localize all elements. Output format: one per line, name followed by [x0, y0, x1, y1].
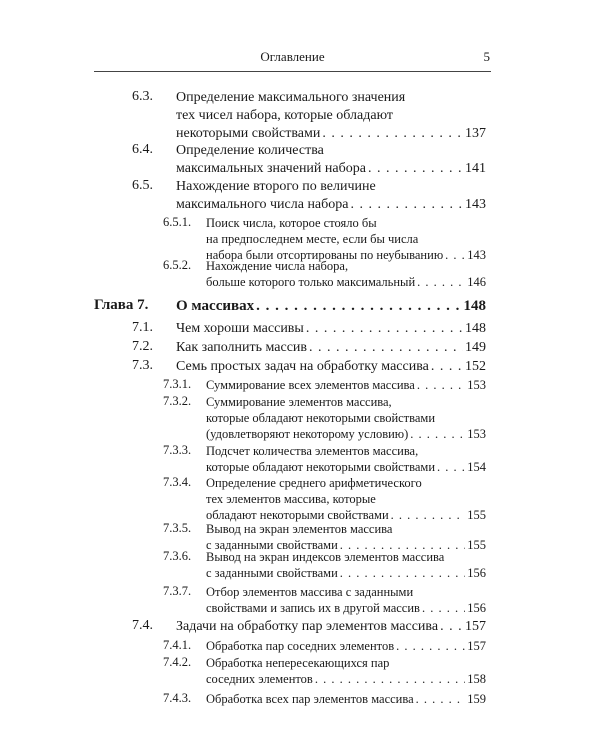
header-page-number: 5 — [483, 49, 490, 64]
toc-entry-number: 7.2. — [132, 339, 153, 354]
toc-entry-title-line: соседних элементов — [206, 672, 313, 686]
toc-entry-title-line: с заданными свойствами — [206, 566, 338, 580]
toc-entry-number: 6.5. — [132, 178, 153, 193]
toc-entry-title-line: Задачи на обработку пар элементов массива — [176, 619, 439, 634]
toc-entry-title — [176, 89, 486, 143]
toc-entry-title-line: Отбор элементов массива с заданными — [206, 585, 414, 599]
toc-entry-title — [206, 475, 486, 523]
toc-entry-title-line: Как заполнить массив — [176, 340, 308, 355]
dot-leader — [431, 358, 463, 376]
toc-entry-title-line: Нахождение второго по величине — [176, 179, 376, 194]
toc-entry-number: 7.4.3. — [163, 691, 192, 705]
toc-page-number: 148 — [465, 321, 486, 336]
header-title: Оглавление — [260, 49, 325, 64]
toc-entry-title — [206, 691, 486, 707]
toc-entry-number: 7.3.3. — [163, 443, 192, 457]
toc-page-number: 158 — [467, 672, 486, 686]
toc-entry-title-line: на предпоследнем месте, если бы числа — [206, 232, 419, 246]
toc-entry-title — [176, 320, 486, 338]
toc-entry-title-line: О массивах — [176, 298, 255, 314]
toc-entry-title-line: тех элементов массива, которые — [206, 492, 376, 506]
toc-entry-title-line: которые обладают некоторыми свойствами — [206, 460, 436, 474]
toc-entry-title-line: которые обладают некоторыми свойствами — [206, 411, 436, 425]
dot-leader — [417, 377, 465, 393]
toc-entry-number: 7.3.2. — [163, 394, 192, 408]
header-rule — [94, 71, 491, 72]
toc-page-number: 148 — [463, 298, 486, 314]
toc-entry-number: 6.5.2. — [163, 258, 192, 272]
toc-entry-number: 6.3. — [132, 89, 153, 104]
toc-page-number: 157 — [465, 619, 486, 634]
toc-entry-title-line: Определение количества — [176, 143, 324, 158]
toc-entry-title-line: максимального числа набора — [176, 197, 349, 212]
toc-entry-number: 7.3. — [132, 358, 153, 373]
toc-entry-title — [206, 655, 486, 687]
dot-leader — [422, 600, 465, 616]
toc-page-number: 156 — [467, 566, 486, 580]
toc-entry-title — [206, 584, 486, 616]
dot-leader — [340, 565, 465, 581]
toc-entry-number: 7.3.4. — [163, 475, 192, 489]
toc-entry-title — [206, 394, 486, 442]
toc-entry-number: 6.5.1. — [163, 215, 192, 229]
toc-entry-title-line: Вывод на экран элементов массива — [206, 522, 393, 536]
toc-entry-title — [206, 549, 486, 581]
toc-entry-title — [176, 297, 486, 316]
toc-page-number: 137 — [465, 126, 486, 141]
toc-page-number: 157 — [467, 639, 486, 653]
dot-leader — [437, 459, 465, 475]
toc-entry-title — [176, 339, 486, 357]
toc-entry-number: 7.1. — [132, 320, 153, 335]
dot-leader — [410, 426, 465, 442]
dot-leader — [396, 638, 465, 654]
toc-entry-title-line: Чем хороши массивы — [176, 321, 304, 336]
toc-entry-title-line: набора были отсортированы по неубыванию — [206, 248, 444, 262]
toc-entry-title — [206, 377, 486, 393]
toc-entry-number: Глава 7. — [94, 297, 149, 313]
toc-page-number: 143 — [465, 197, 486, 212]
dot-leader — [309, 339, 463, 357]
toc-entry-title-line: Нахождение числа набора, — [206, 259, 349, 273]
toc-entry-title-line: больше которого только максимальный — [206, 275, 416, 289]
toc-entry-number: 6.4. — [132, 142, 153, 157]
toc-page-number: 143 — [467, 248, 486, 262]
dot-leader — [256, 297, 461, 316]
toc-entry-number: 7.4.2. — [163, 655, 192, 669]
dot-leader — [315, 671, 465, 687]
toc-entry-title-line: тех чисел набора, которые обладают — [176, 108, 393, 123]
toc-page-number: 153 — [467, 378, 486, 392]
toc-entry-title-line: Определение среднего арифметического — [206, 476, 422, 490]
toc-entry-title — [206, 258, 486, 290]
toc-entry-title-line: Обработка пар соседних элементов — [206, 639, 395, 653]
toc-page-number: 141 — [465, 161, 486, 176]
running-header — [95, 49, 490, 67]
toc-entry-title-line: максимальных значений набора — [176, 161, 366, 176]
toc-entry-title-line: свойствами и запись их в другой массив — [206, 601, 420, 615]
toc-page-number: 152 — [465, 359, 486, 374]
toc-page-number: 146 — [467, 275, 486, 289]
toc-entry-number: 7.3.5. — [163, 521, 192, 535]
toc-entry-title-line: Вывод на экран индексов элементов массива — [206, 550, 445, 564]
toc-entry-title-line: обладают некоторыми свойствами — [206, 508, 389, 522]
dot-leader — [368, 160, 463, 178]
toc-entry-title — [176, 178, 486, 214]
toc-page-number: 159 — [467, 692, 486, 706]
toc-entry-title — [176, 142, 486, 178]
toc-entry-title — [176, 358, 486, 376]
dot-leader — [350, 196, 463, 214]
toc-entry-title — [176, 618, 486, 636]
toc-entry-title-line: Поиск числа, которое стояло бы — [206, 216, 377, 230]
toc-entry-number: 7.3.6. — [163, 549, 192, 563]
toc-entry-title-line: (удовлетворяют некоторому условию) — [206, 427, 409, 441]
toc-entry-title-line: Суммирование элементов массива, — [206, 395, 392, 409]
toc-entry-title — [206, 443, 486, 475]
toc-page-number: 155 — [467, 538, 486, 552]
toc-entry-number: 7.3.7. — [163, 584, 192, 598]
toc-entry-title-line: некоторыми свойствами — [176, 126, 321, 141]
toc-page-number: 149 — [465, 340, 486, 355]
toc-entry-title-line: Обработка всех пар элементов массива — [206, 692, 414, 706]
toc-page-number: 156 — [467, 601, 486, 615]
dot-leader — [416, 691, 466, 707]
dot-leader — [417, 274, 465, 290]
toc-page-number: 154 — [467, 460, 486, 474]
toc-entry-title-line: Суммирование всех элементов массива — [206, 378, 415, 392]
dot-leader — [306, 320, 463, 338]
toc-entry-number: 7.4.1. — [163, 638, 192, 652]
dot-leader — [322, 125, 463, 143]
toc-entry-title-line: Определение максимального значения — [176, 90, 406, 105]
toc-entry-title-line: Подсчет количества элементов массива, — [206, 444, 419, 458]
toc-entry-number: 7.4. — [132, 618, 153, 633]
toc-page-number: 153 — [467, 427, 486, 441]
dot-leader — [440, 618, 463, 636]
toc-entry-title-line: Обработка непересекающихся пар — [206, 656, 390, 670]
toc-entry-number: 7.3.1. — [163, 377, 192, 391]
toc-entry-title-line: Семь простых задач на обработку массива — [176, 359, 429, 374]
toc-entry-title — [206, 215, 486, 263]
toc-entry-title — [206, 638, 486, 654]
toc-entry-title-line: с заданными свойствами — [206, 538, 338, 552]
toc-page-number: 155 — [467, 508, 486, 522]
